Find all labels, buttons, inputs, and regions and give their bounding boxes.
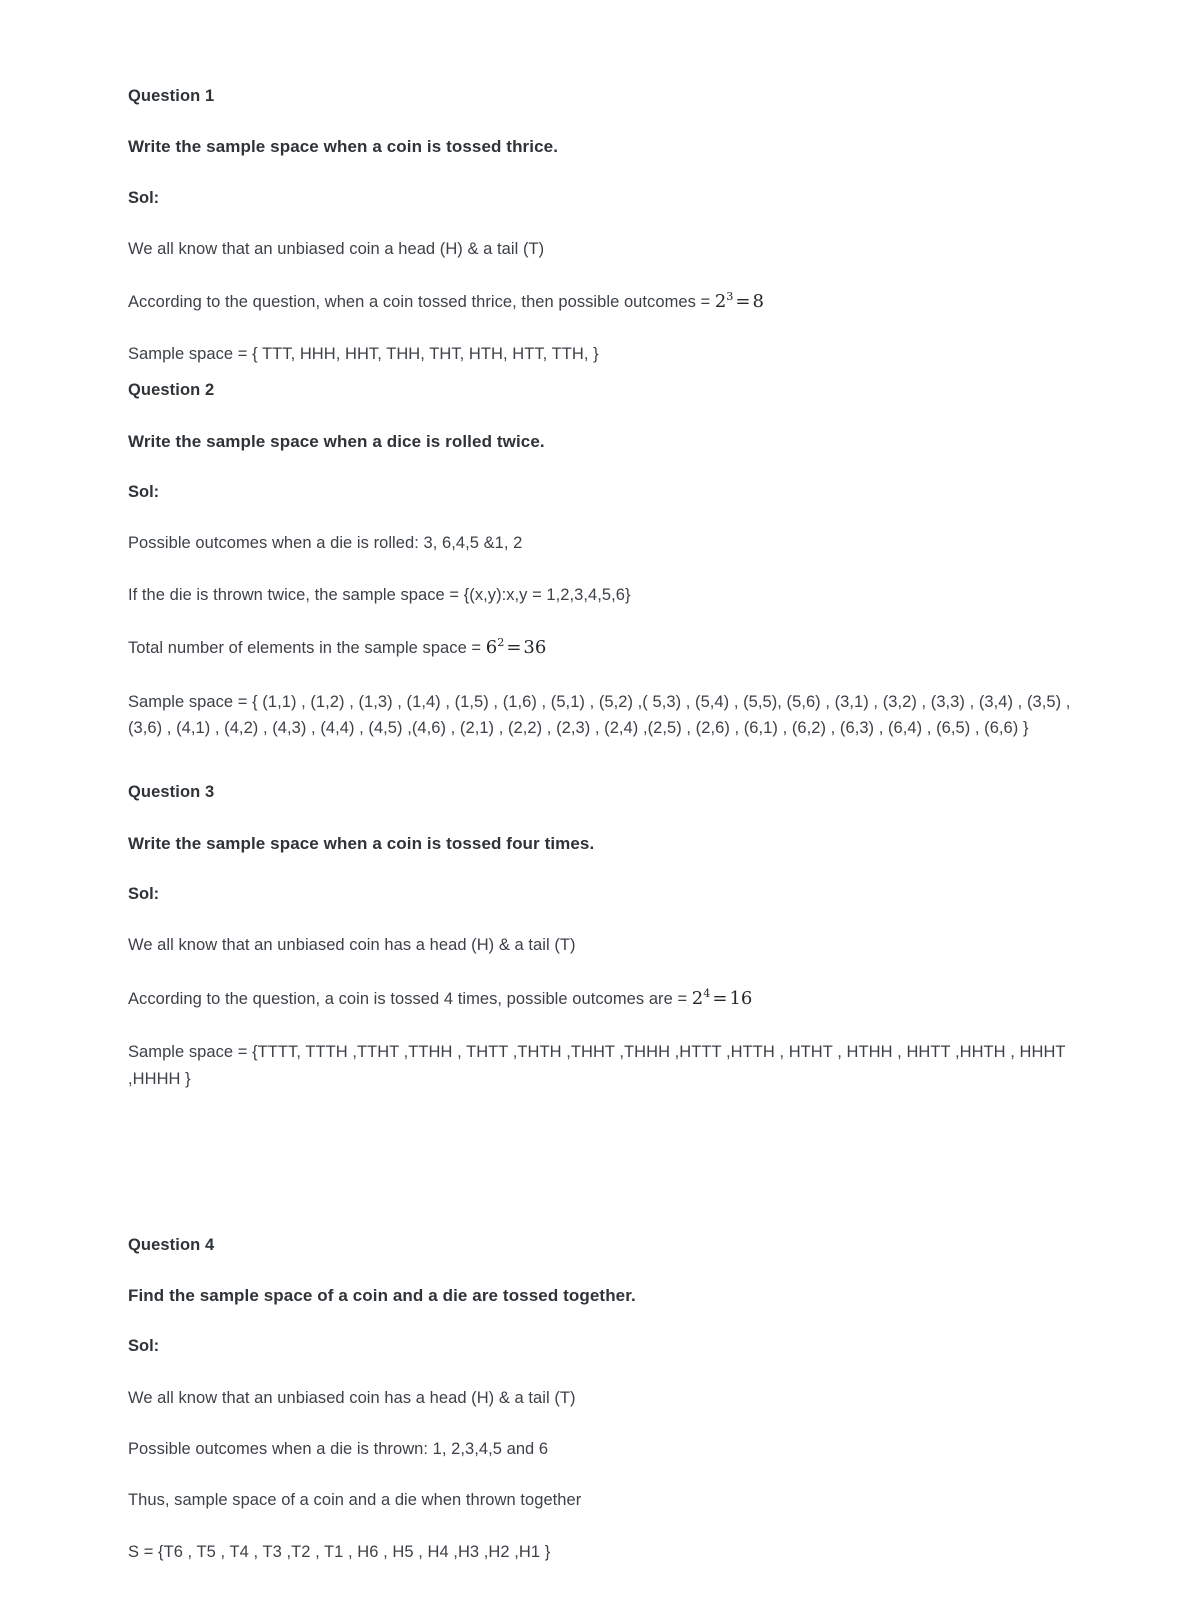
math-equals-3: = (712, 987, 728, 1009)
math-equals-2: = (506, 637, 522, 659)
math-base-1: 2 (714, 291, 727, 313)
math-expression-1 (715, 291, 764, 312)
solution-line-outcomes-3 (128, 986, 1090, 1012)
solution-line-coin-3: We all know that an unbiased coin has a head (H) & a tail (T) (128, 936, 576, 955)
page-break-gap (128, 1119, 1090, 1235)
math-exponent-2: 2 (497, 636, 505, 650)
solution-label-1: Sol: (128, 188, 160, 207)
solution-line-coin-1: We all know that an unbiased coin a head (H) & a tail (T) (128, 239, 545, 258)
solution-line-possible-2: Possible outcomes when a die is rolled: 3, 6,4,5 &1, 2 (128, 534, 523, 553)
question-prompt-2: Write the sample space when a dice is rolled twice. (128, 431, 545, 451)
solution-line-thus-4: Thus, sample space of a coin and a die when thrown together (128, 1491, 582, 1510)
outcomes-text-1: According to the question, when a coin tossed thrice, then possible outcomes = (128, 293, 715, 312)
question-heading-3: Question 3 (128, 783, 215, 802)
math-expression-2 (486, 637, 547, 658)
outcomes-text-3: According to the question, a coin is tossed 4 times, possible outcomes are = (128, 989, 692, 1008)
solution-line-outcomes-1 (128, 289, 1090, 315)
document-content (128, 86, 1090, 1564)
question-prompt-3: Write the sample space when a coin is tossed four times. (128, 833, 595, 853)
math-exponent-1: 3 (726, 290, 734, 304)
math-base-2: 6 (485, 637, 498, 659)
sample-space-3: Sample space = {TTTT, TTTH ,TTHT ,TTHH , THTT ,THTH ,THHT ,THHH ,HTTT ,HTTH , HTHT , HTHH , HHTT ,HHTH , HHHT ,HHHH } (128, 1043, 1066, 1088)
solution-label-4: Sol: (128, 1337, 160, 1356)
math-result-3: 16 (729, 987, 753, 1009)
section-spacer (128, 366, 1090, 380)
question-heading-4: Question 4 (128, 1235, 215, 1254)
sample-space-1: Sample space = { TTT, HHH, HHT, THH, THT, HTH, HTT, TTH, } (128, 344, 599, 363)
math-result-1: 8 (752, 291, 764, 313)
question-block-4 (128, 1235, 1090, 1565)
question-heading-2: Question 2 (128, 381, 215, 400)
question-heading-1: Question 1 (128, 87, 215, 105)
math-exponent-3: 4 (703, 986, 711, 1000)
section-spacer (128, 768, 1090, 782)
total-text-2: Total number of elements in the sample space = (128, 639, 486, 658)
math-base-3: 2 (691, 987, 704, 1009)
question-prompt-4: Find the sample space of a coin and a die are tossed together. (128, 1285, 636, 1305)
solution-line-total-2 (128, 635, 1090, 661)
math-equals-1: = (735, 291, 751, 313)
solution-line-thrown-twice-2: If the die is thrown twice, the sample space = {(x,y):x,y = 1,2,3,4,5,6} (128, 585, 631, 604)
question-block-1 (128, 86, 1090, 366)
sample-space-4: S = {T6 , T5 , T4 , T3 ,T2 , T1 , H6 , H5 , H4 ,H3 ,H2 ,H1 } (128, 1542, 551, 1561)
solution-line-die-4: Possible outcomes when a die is thrown: 1, 2,3,4,5 and 6 (128, 1439, 549, 1458)
solution-label-3: Sol: (128, 884, 160, 903)
question-block-3 (128, 782, 1090, 1092)
solution-label-2: Sol: (128, 482, 160, 501)
question-prompt-1: Write the sample space when a coin is tossed thrice. (128, 137, 559, 157)
math-expression-3 (692, 988, 753, 1009)
question-block-2 (128, 380, 1090, 742)
solution-line-coin-4: We all know that an unbiased coin has a head (H) & a tail (T) (128, 1388, 576, 1407)
sample-space-2: Sample space = { (1,1) , (1,2) , (1,3) , (1,4) , (1,5) , (1,6) , (5,1) , (5,2) ,( 5,3) , (5,4) , (5,5), (5,6) , (3,1) , (3,2) , (3,3) , (3,4) , (3,5) , (3,6) , (4,1) , (4,2) , (4,3) , (4,4) , (4,5) ,(4,6) , (2,1) , (2,2) , (2,3) , (2,4) ,(2,5) , (2,6) , (6,1) , (6,2) , (6,3) , (6,4) , (6,5) , (6,6) } (128, 692, 1071, 738)
math-result-2: 36 (523, 637, 547, 659)
